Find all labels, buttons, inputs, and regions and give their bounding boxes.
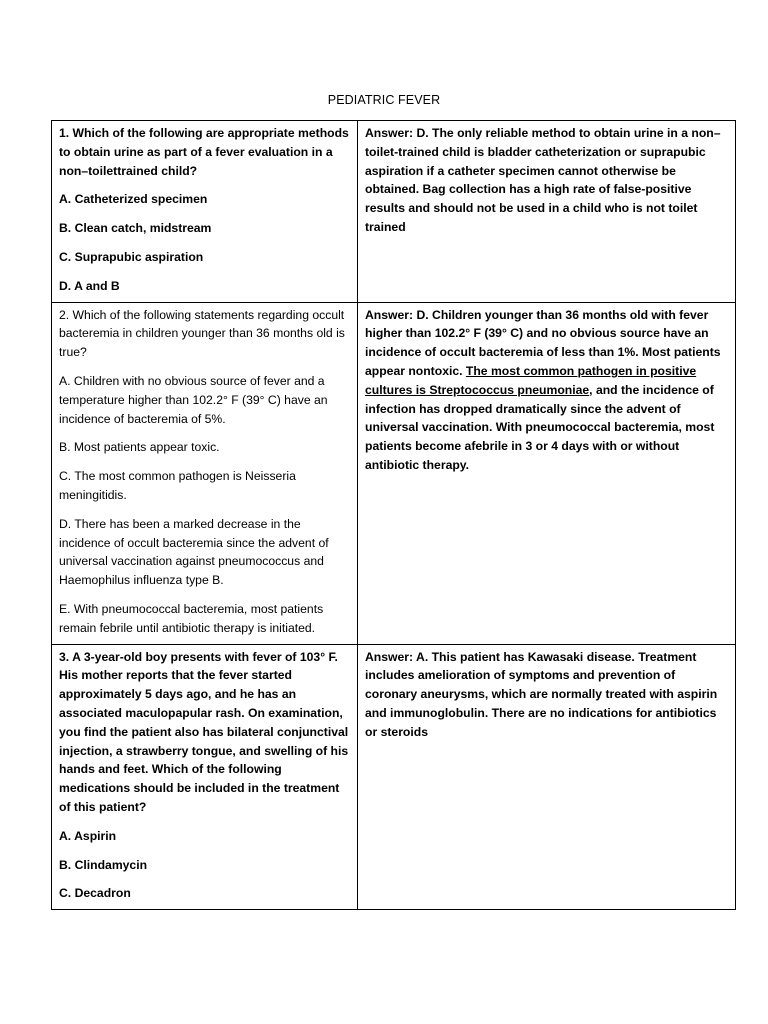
answer-option: B. Clean catch, midstream: [59, 221, 212, 236]
page-title: PEDIATRIC FEVER: [327, 93, 441, 107]
answer-text: Answer: D. The only reliable method to obtain urine in a non–toilet-trained child is bladder catheterization or suprapubic aspiration if a catheter specimen cannot otherwise be obtained. Bag collection has a high rate of false-positive results and should not be used in a child who is not toilet trained: [365, 126, 721, 234]
question-text: 3. A 3-year-old boy presents with fever of 103° F. His mother reports that the fever started approximately 5 days ago, and he has an associated maculopapular rash. On examination, you find the patient also has bilateral conjunctival injection, a strawberry tongue, and swelling of his hands and feet. Which of the following medications should be included in the treatment of this patient?: [59, 649, 349, 814]
answer-option: C. The most common pathogen is Neisseria meningitidis.: [59, 469, 296, 502]
answer-option: E. With pneumococcal bacteremia, most patients remain febrile until antibiotic therapy is initiated.: [59, 601, 324, 635]
answer-text: Answer: A. This patient has Kawasaki disease. Treatment includes amelioration of symptoms and prevention of coronary aneurysms, which are normally treated with aspirin and immunoglobulin. There are no indications for antibiotics or steroids: [365, 649, 718, 739]
answer-option: A. Children with no obvious source of fever and a temperature higher than 102.2° F (39° C) have an incidence of bacteremia of 5%.: [59, 373, 328, 426]
question-text: 2. Which of the following statements regarding occult bacteremia in children younger than 36 months old is true?: [59, 307, 345, 360]
underlined-answer-text: The most common pathogen in positive cultures is Streptococcus pneumoniae: [365, 363, 697, 397]
answer-option: B. Most patients appear toxic.: [59, 440, 220, 455]
question-cell: [52, 121, 358, 303]
answer-option: A. Catheterized specimen: [59, 192, 208, 207]
answer-option: C. Suprapubic aspiration: [59, 249, 204, 264]
table-row: [52, 121, 736, 303]
answer-text-part: , and the incidence of infection has dropped dramatically since the advent of universal vaccination. With pneumococcal bacteremia, most patients become afebrile in 3 or 4 days with or without antibiotic therapy.: [365, 382, 715, 472]
table-row: [52, 302, 736, 644]
answer-text-part: Answer: D. Children younger than 36 months old with fever higher than 102.2° F (39° C) and no obvious source have an incidence of occult bacteremia of less than 1%. Most patients appear nontoxic.: [365, 307, 721, 378]
answer-cell: [358, 302, 736, 644]
question-answer-table: [51, 120, 736, 910]
question-cell: [52, 302, 358, 644]
answer-option: D. There has been a marked decrease in the incidence of occult bacteremia since the advent of universal vaccination against pneumococcus and Haemophilus influenza type B.: [59, 516, 329, 588]
question-text: 1. Which of the following are appropriate methods to obtain urine as part of a fever evaluation in a non–toilettrained child?: [59, 126, 349, 178]
table-row: [52, 644, 736, 910]
answer-text: [365, 306, 729, 475]
question-cell: [52, 644, 358, 910]
answer-option: B. Clindamycin: [59, 857, 148, 872]
answer-option: D. A and B: [59, 278, 120, 293]
answer-option: A. Aspirin: [59, 828, 117, 843]
answer-cell: [358, 644, 736, 910]
answer-option: C. Decadron: [59, 886, 131, 901]
answer-cell: [358, 121, 736, 303]
